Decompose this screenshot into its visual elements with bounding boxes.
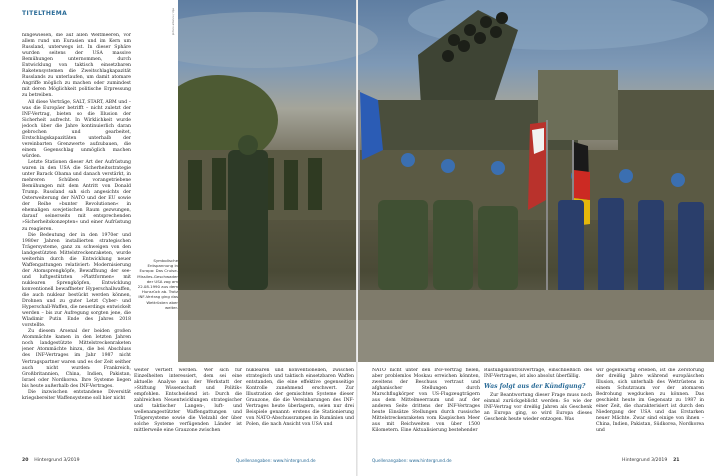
photo-caption: Symbolische Entspannung in Europa: Das Cruise-Missiles-Geschwader der USA zog am 22.08.1990 aus dem Hunsrück ab. Trotz INF-Vertrag ging das Wettrüsten aber weiter. — [137, 258, 178, 310]
text-column-1 — [22, 33, 131, 453]
paragraph: hingewiesen, die auf allen Weltmeeren, vor allem rund um Eurasien und im Kern um Russland, unterwegs ist. In dieser Sphäre wurden seitens der USA massive Bemühungen unternommen, durch Entwicklung von taktisch einsetzbaren Raketensystemen die Zweitschlagkapazität Russlands zu unterlaufen, um damit atomare Angriffe möglich zu machen oder zumindest mit deren Möglichkeit politische Erpressung zu betreiben. — [22, 33, 131, 99]
paragraph: wir gegenwärtig erleben, ist die Zerstörung der dreißig Jahre während europäischen Illusion, sich unterhalb des Wettrüstens in einem Schutzraum vor der atomaren Bedrohung wegducken zu können. Das geschieht heute im Gegensatz zu 1987 in einer Zeit, die charakterisiert ist durch den Niedergang der USA und das Erstarken neuer Mächte. Zwar sind einige von ihnen – China, Indien, Pakistan, Südkorea, Nordkorea und — [596, 368, 704, 434]
photo-credit: picture alliance / dpa — [172, 8, 175, 36]
text-column-4 — [372, 368, 480, 453]
page-gutter — [356, 0, 358, 476]
text-column-3 — [246, 368, 354, 453]
footer-left — [22, 458, 80, 463]
paragraph: Letzte Stationen dieser Art der Aufrüstung waren in den USA die Sicherheitsstrategie unter Barack Obama und danach verstärkt, in mehreren Schüben vorangetriebene Bemühungen mit dem Antritt von Donald Trump. Russland sah sich angesichts der Osterweiterung der NATO und der EU sowie der Reihe »bunter Revolutionen« in ehemaligen sowjetischen Raum gezwungen, darauf seinerseits mit entsprechenden »Sicherheitskonzepten« und einer Aufrüstung zu reagieren. — [22, 159, 131, 232]
text-column-6 — [596, 368, 704, 453]
paragraph: Zur Beantwortung dieser Frage muss noch einmal zurückgeblickt werden: So wie der INF-Vertrag vor dreißig Jahren als Geschenk an Europa ging, so wird Europa dieses Geschenk heute wieder entzogen. Was — [484, 393, 592, 423]
text-column-2 — [134, 368, 242, 453]
footer-right — [622, 458, 680, 463]
ceremony-photo — [178, 0, 714, 362]
text-column-5 — [484, 368, 592, 453]
paragraph: Die inzwischen entstandene Diversität kriegsbereiter Waffensysteme soll hier nicht — [22, 389, 131, 401]
section-label: TITELTHEMA — [22, 10, 68, 17]
paragraph: weiter vertieft werden. Wer sich für Einzelheiten interessiert, dem sei eine aktuelle Analyse aus der Werkstatt der »Stiftung Wissenschaft und Politik« empfohlen. Entscheidend ist: Durch die zahlreichen Neuentwicklungen strategischer und taktischer Langen-, luft- und wellenamgestützter Waffengattungen und Trägersysteme sowie die Vielzahl der über solche Systeme verfügenden Länder ist mittlerweile eine Grauzone zwischen — [134, 368, 242, 434]
photo-illustration — [178, 0, 714, 362]
paragraph: Zu diesem Arsenal der beiden großen Atommächte kamen in den letzten Jahren noch landgestützte Mittelstreckenraketen jener Atommächte hinzu, die bei Abschluss des INF-Vertrages im Jahr 1987 nicht Vertragspartner waren und es der Zeit seither auch nicht wurden: Frankreich, Großbritannien, China, Indien, Pakistan, Israel oder Nordkorea. Ihre Systeme liegen bis heute außerhalb des INF-Vertrages. — [22, 329, 131, 389]
magazine-issue-right: Hintergrund 3/2019 — [622, 458, 668, 463]
paragraph: NATO nicht unter den INF-Vertrag fielen, aber problemlos Moskau erreichen könnten, zweitens der Beschuss vertraut und afghanischer Stellungen durch Marschflugkörper von US-Flugzeugträgern aus dem Mittelmeerraum und auf der anderen Seite drittens der INF-Vertrages heute Einsätze Stellungen durch russische Mittelstreckenraketen vom Kaspischen Meer aus mit Reichweiten von über 1500 Kilometern. Eine Aktualisierung bestehender — [372, 368, 480, 434]
paragraph: Die Bedeutung der in den 1970er und 1980er Jahren installierten strategischen Trägersysteme, ganz zu schweigen von den landgestützten Mittelstreckenraketen, wurde weiterhin durch die Entwicklung neuer Waffengattungen relativiert: Modernisierung der Atomsprengköpfe, Bewaffnung der see- und luftgestützten »Plattformen« mit nuklearen Sprengköpfen, Entwicklung konventionell bewaffneter Hyperschallwaffen, die auch nuklear bestückt werden können, Drohnen und zu guter Letzt Cyber- und Hyperschall-Waffen, die neuerdings entwickelt werden – bis zur Aufregung sorgten jene, die Wladimir Putin Ende des Jahres 2018 vorstellte. — [22, 232, 131, 329]
paragraph: All diese Verträge, SALT, START, ABM und – was die Europäer betrifft – nicht zuletzt der INF-Vertrag, bieten so die Illusion der Sicherheit aufrecht. In Wirklichkeit wurde jedoch über die Jahre kontinuierlich daran gebrochen und gearbeitet, Erstschlagskapazitäten unterhalb der vereinbarten Grenzwerte aufzubauen, die einem Gegenschlag unmöglich machen würden. — [22, 99, 131, 159]
page-number-right: 21 — [673, 458, 680, 463]
source-link-right[interactable]: Quellenangaben: www.hintergrund.de — [372, 458, 452, 463]
page-number-left: 20 — [22, 458, 29, 463]
paragraph: nuklearen und konventionellen, zwischen strategisch und taktisch einsetzbaren Waffen entstanden, die eine effektive gegenseitige Kontrolle zunehmend erschwert. Zur Illustration der gemischten Systeme dieser Grauzone, die die Vereinbarungen des INF-Vertrages heute überlagern, seien nur drei Beispiele genannt: erstens die Stationierung von NATO-Abschussrampen in Rumänien und Polen, die nach Ansicht von USA und — [246, 368, 354, 428]
subheading: Was folgt aus der Kündigung? — [484, 383, 586, 391]
paragraph: Rüstungskontrollverträge, einschließlich des INF-Vertrages, ist also absolut überfällig. — [484, 368, 592, 380]
source-link-left[interactable]: Quellenangaben: www.hintergrund.de — [236, 458, 316, 463]
magazine-issue-left: Hintergrund 3/2019 — [34, 458, 80, 463]
